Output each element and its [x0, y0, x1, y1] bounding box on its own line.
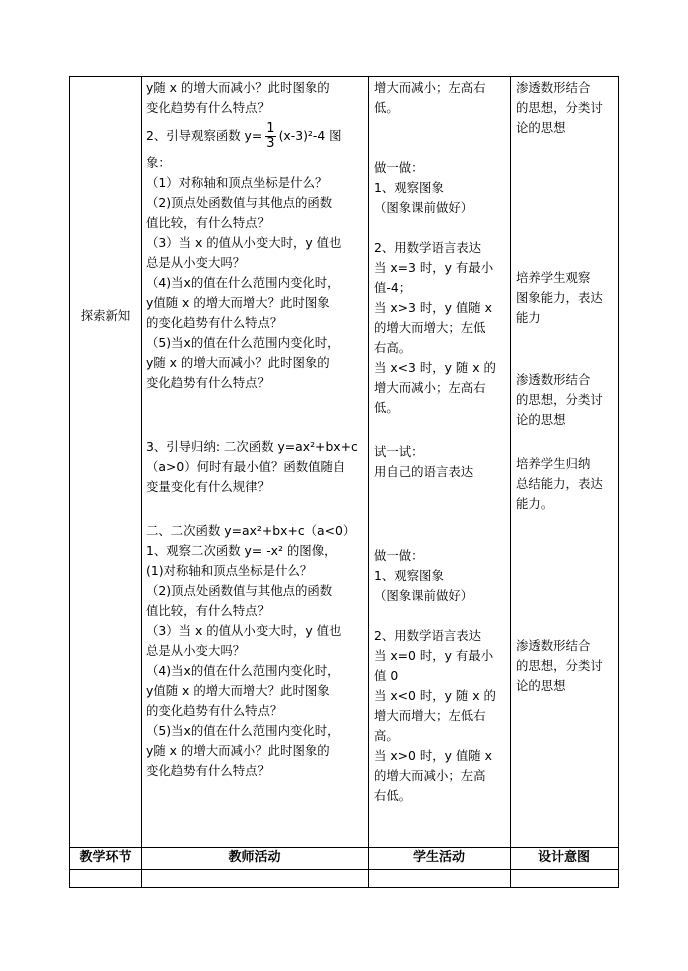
col-divider — [510, 77, 511, 887]
text-line: 论的思想 — [516, 678, 566, 693]
header-teacher: 教师活动 — [228, 850, 281, 865]
col-divider — [141, 77, 142, 887]
text-line: y值随 x 的增大而增大？此时图象 — [146, 683, 330, 698]
text-line: 增大而减小；左高右 — [374, 380, 486, 395]
text-line: 当 x>3 时，y 值随 x — [374, 300, 492, 315]
teacher-top-lines — [146, 78, 366, 118]
text-line: 能力 — [516, 310, 541, 325]
item2-line — [146, 122, 366, 151]
design-note-5 — [516, 636, 618, 696]
text-line: 的增大而减小；左高 — [374, 768, 486, 783]
design-intent-cell — [516, 78, 618, 696]
text-line: 论的思想 — [516, 412, 566, 427]
text-line: 当 x<3 时，y 随 x 的 — [374, 360, 496, 375]
text-line: 1、观察图象 — [374, 568, 444, 583]
text-line: 当 x<0 时，y 随 x 的 — [374, 688, 496, 703]
row-divider — [70, 869, 618, 870]
text-line: 右高。 — [374, 340, 412, 355]
text-line: 的变化趋势有什么特点？ — [146, 315, 283, 330]
part2-block — [146, 521, 366, 781]
text-line: 试一试： — [374, 444, 424, 459]
student-block-2 — [374, 238, 508, 418]
student-block-5 — [374, 626, 508, 806]
text-line: 做一做： — [374, 548, 424, 563]
text-line: 渗透数形结合 — [516, 638, 591, 653]
fraction-numerator: 1 — [266, 121, 275, 136]
text-line: 总是从小变大吗？ — [146, 255, 246, 270]
text-line: （1）对称轴和顶点坐标是什么？ — [146, 175, 328, 190]
header-stage: 教学环节 — [79, 850, 132, 865]
text-line: y值随 x 的增大而增大？此时图象 — [146, 295, 330, 310]
text-line: 值 0 — [374, 668, 399, 683]
text-line: 的变化趋势有什么特点？ — [146, 703, 283, 718]
text-line: （4)当x的值在什么范围内变化时， — [146, 663, 340, 678]
item3-block — [146, 437, 366, 497]
text-line: 渗透数形结合 — [516, 372, 591, 387]
text-line: 培养学生归纳 — [516, 456, 591, 471]
text-line: （图象课前做好） — [374, 200, 474, 215]
fraction — [265, 122, 275, 151]
text-line: 的增大而增大；左低 — [374, 320, 486, 335]
text-line: 低。 — [374, 100, 399, 115]
text-line: （3）当 x 的值从小变大时，y 值也 — [146, 235, 342, 250]
text-line: （a>0）何时有最小值？函数值随自 — [146, 459, 346, 474]
text-line: 图象能力，表达 — [516, 290, 603, 305]
student-block-1 — [374, 158, 508, 218]
text-line: （5)当x的值在什么范围内变化时， — [146, 723, 340, 738]
question-block-1 — [146, 173, 366, 393]
header-student: 学生活动 — [412, 850, 465, 865]
text-line: 论的思想 — [516, 120, 566, 135]
design-note-4 — [516, 454, 618, 514]
text-line: 高。 — [374, 728, 399, 743]
text-line: 变化趋势有什么特点？ — [146, 100, 270, 115]
text-line: 的思想，分类讨 — [516, 100, 603, 115]
col-divider — [368, 77, 369, 887]
stage-label: 探索新知 — [80, 308, 131, 323]
text-line: 3、引导归纳: 二次函数 y=ax²+bx+c — [146, 439, 358, 454]
text-line: (1)对称轴和顶点坐标是什么？ — [146, 563, 313, 578]
text-line: 值比较，有什么特点？ — [146, 215, 270, 230]
text-line: 的思想，分类讨 — [516, 658, 603, 673]
student-activity-cell — [374, 78, 508, 806]
text-line: （3）当 x 的值从小变大时，y 值也 — [146, 623, 342, 638]
text-line: 值比较，有什么特点？ — [146, 603, 270, 618]
text-line: 右低。 — [374, 788, 412, 803]
text-line: （2)顶点处函数值与其他点的函数 — [146, 195, 333, 210]
text-line: 做一做： — [374, 160, 424, 175]
text-line: y随 x 的增大而减小？此时图象的 — [146, 80, 330, 95]
lesson-table — [69, 76, 619, 888]
text-line: 2、用数学语言表达 — [374, 628, 482, 643]
text-line: 二、二次函数 y=ax²+bx+c（a<0） — [146, 523, 356, 538]
design-note-2 — [516, 268, 618, 328]
item2-suffix: (x-3)²-4 图 — [278, 128, 342, 143]
text-line: 当 x=0 时，y 有最小 — [374, 648, 494, 663]
text-line: 总是从小变大吗？ — [146, 643, 246, 658]
text-line: （5)当x的值在什么范围内变化时， — [146, 335, 340, 350]
text-line: 值-4； — [374, 280, 412, 295]
text-line: （图象课前做好） — [374, 588, 474, 603]
text-line: （4)当x的值在什么范围内变化时， — [146, 275, 340, 290]
text-line: 增大而增大；左低右 — [374, 708, 486, 723]
text-line: 渗透数形结合 — [516, 80, 591, 95]
student-block-3 — [374, 442, 508, 482]
text-line: 变量变化有什么规律？ — [146, 479, 270, 494]
text-line: 培养学生观察 — [516, 270, 591, 285]
text-line: 变化趋势有什么特点？ — [146, 763, 270, 778]
text-line: y随 x 的增大而减小？此时图象的 — [146, 743, 330, 758]
item2-prefix: 2、引导观察函数 y= — [146, 128, 263, 143]
text-line: y随 x 的增大而减小？此时图象的 — [146, 355, 330, 370]
text-line: 用自己的语言表达 — [374, 464, 474, 479]
text-line: 当 x>0 时，y 值随 x — [374, 748, 492, 763]
design-note-3 — [516, 370, 618, 430]
text-line: 当 x=3 时，y 有最小 — [374, 260, 494, 275]
teacher-activity-cell — [146, 78, 366, 781]
text-line: 象： — [146, 155, 171, 170]
fraction-denominator: 3 — [266, 136, 275, 151]
student-block-4 — [374, 546, 508, 606]
text-line: 能力。 — [516, 496, 554, 511]
text-line: 总结能力，表达 — [516, 476, 603, 491]
text-line: 1、观察图象 — [374, 180, 444, 195]
header-design: 设计意图 — [537, 850, 590, 865]
text-line: 变化趋势有什么特点？ — [146, 375, 270, 390]
text-line: 的思想，分类讨 — [516, 392, 603, 407]
text-line: 增大而减小；左高右 — [374, 80, 486, 95]
text-line: 2、用数学语言表达 — [374, 240, 482, 255]
design-note-1 — [516, 78, 618, 138]
text-line: （2)顶点处函数值与其他点的函数 — [146, 583, 333, 598]
text-line: 低。 — [374, 400, 399, 415]
text-line: 1、观察二次函数 y= -x² 的图像， — [146, 543, 337, 558]
student-top-lines — [374, 78, 508, 118]
